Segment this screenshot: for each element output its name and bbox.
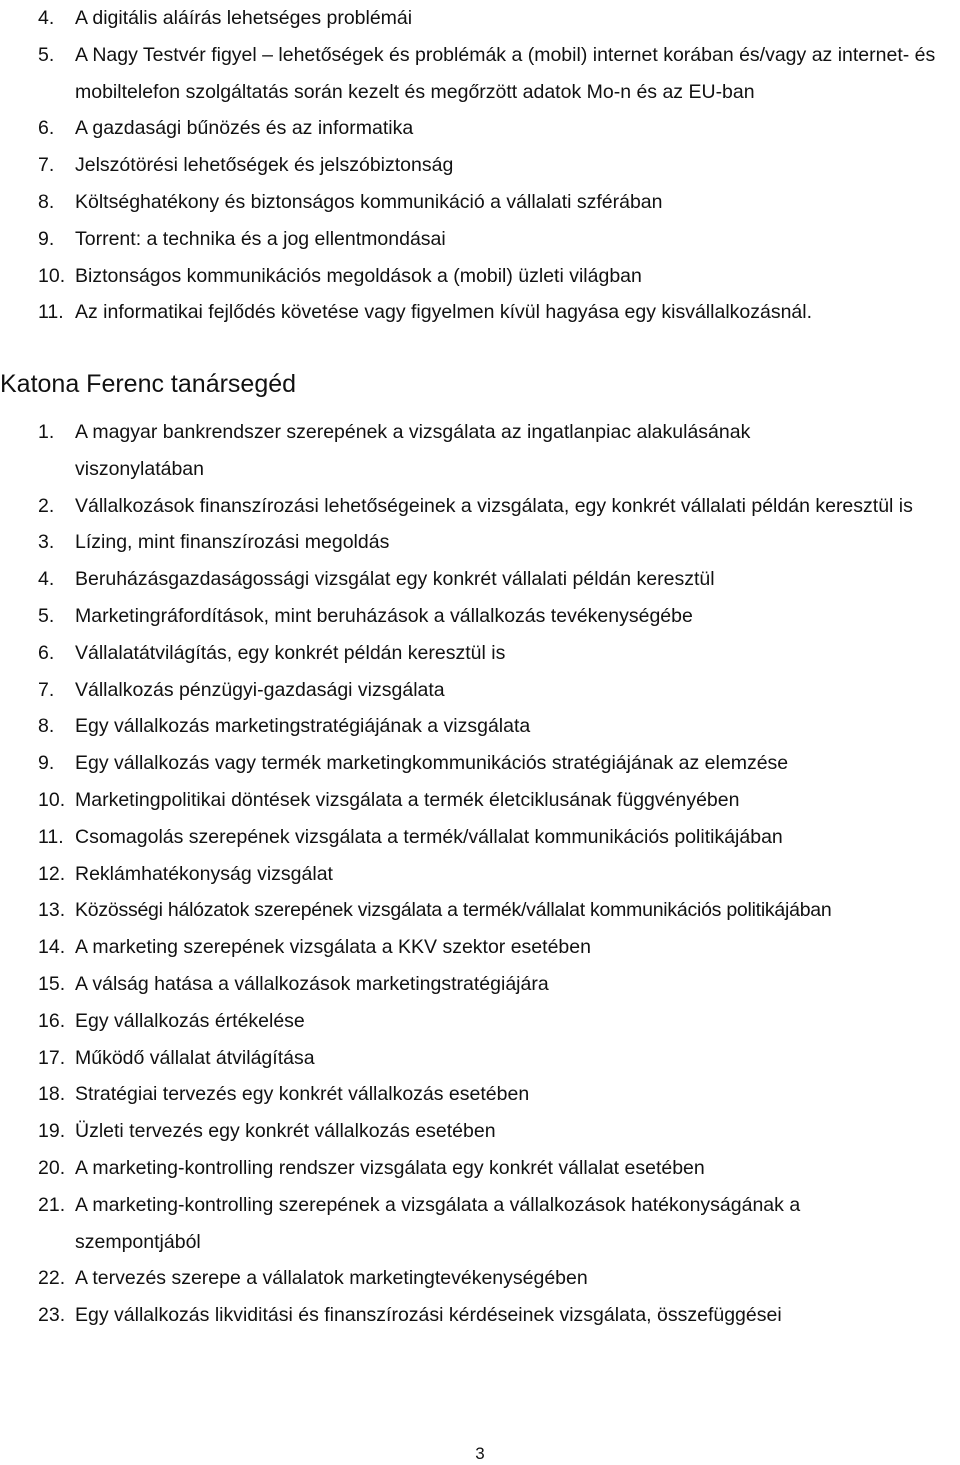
item-number: 12. bbox=[38, 862, 66, 885]
page-number: 3 bbox=[475, 1444, 485, 1463]
item-text: Egy vállalkozás vagy termék marketingkommunikációs stratégiájának az elemzése bbox=[75, 752, 789, 775]
item-text: Jelszótörési lehetőségek és jelszóbiztonság bbox=[75, 154, 454, 177]
item-text: Vállalkozás pénzügyi-gazdasági vizsgálata bbox=[75, 678, 445, 701]
list-item bbox=[0, 1040, 960, 1077]
list-item bbox=[0, 294, 960, 331]
list-item bbox=[0, 1003, 960, 1040]
item-number: 17. bbox=[38, 1046, 66, 1069]
list-item bbox=[0, 184, 960, 221]
item-text: Biztonságos kommunikációs megoldások a (mobil) üzleti világban bbox=[75, 264, 642, 287]
list-item bbox=[0, 745, 960, 782]
list-item bbox=[0, 856, 960, 893]
item-text: Vállalatátvilágítás, egy konkrét példán keresztül is bbox=[75, 641, 506, 664]
item-number: 7. bbox=[38, 154, 55, 177]
item-number: 11. bbox=[38, 825, 64, 848]
item-text: Az informatikai fejlődés követése vagy figyelmen kívül hagyása egy kisvállalkozásnál. bbox=[75, 301, 813, 324]
item-text: Költséghatékony és biztonságos kommunikáció a vállalati szférában bbox=[75, 190, 663, 213]
item-number: 8. bbox=[38, 715, 55, 738]
list-item bbox=[0, 1187, 960, 1261]
list-item bbox=[0, 561, 960, 598]
item-text: Reklámhatékonyság vizsgálat bbox=[75, 862, 333, 885]
list-item bbox=[0, 1260, 960, 1297]
item-text: Egy vállalkozás likviditási és finanszírozási kérdéseinek vizsgálata, összefüggései bbox=[75, 1304, 782, 1327]
item-number: 11. bbox=[38, 301, 64, 324]
item-text: A digitális aláírás lehetséges problémái bbox=[75, 7, 413, 29]
list-item bbox=[0, 488, 960, 525]
item-text: A marketing szerepének vizsgálata a KKV szektor esetében bbox=[75, 936, 591, 959]
item-number: 15. bbox=[38, 972, 66, 995]
list-item bbox=[0, 782, 960, 819]
item-number: 3. bbox=[38, 531, 55, 554]
item-number: 4. bbox=[38, 568, 55, 591]
item-number: 6. bbox=[38, 117, 55, 140]
list-item bbox=[0, 635, 960, 672]
item-text: Egy vállalkozás értékelése bbox=[75, 1009, 305, 1032]
item-text: Vállalkozások finanszírozási lehetőségeinek a vizsgálata, egy konkrét vállalati példán keresztül is bbox=[75, 494, 913, 517]
list-item bbox=[0, 147, 960, 184]
item-text: Marketingpolitikai döntések vizsgálata a termék életciklusának függvényében bbox=[75, 788, 740, 811]
item-text: A tervezés szerepe a vállalatok marketingtevékenységében bbox=[75, 1267, 588, 1290]
item-number: 6. bbox=[38, 641, 55, 664]
item-text: Torrent: a technika és a jog ellentmondásai bbox=[75, 227, 446, 250]
item-number: 22. bbox=[38, 1267, 66, 1290]
item-number: 18. bbox=[38, 1083, 66, 1106]
item-number: 13. bbox=[38, 899, 66, 922]
item-number: 5. bbox=[38, 604, 55, 627]
list-item bbox=[0, 221, 960, 258]
item-number: 7. bbox=[38, 678, 55, 701]
item-number: 16. bbox=[38, 1009, 66, 1032]
item-text: Üzleti tervezés egy konkrét vállalkozás esetében bbox=[75, 1120, 496, 1143]
item-number: 21. bbox=[38, 1193, 66, 1216]
list-item bbox=[0, 1150, 960, 1187]
item-text: A gazdasági bűnözés és az informatika bbox=[75, 117, 414, 140]
item-number: 2. bbox=[38, 494, 55, 517]
item-text: Közösségi hálózatok szerepének vizsgálata a termék/vállalat kommunikációs politikájában bbox=[75, 899, 832, 922]
item-number: 10. bbox=[38, 788, 66, 811]
item-number: 9. bbox=[38, 752, 55, 775]
section-heading: Katona Ferenc tanársegéd bbox=[0, 370, 297, 398]
list-item bbox=[0, 1113, 960, 1150]
item-text: A marketing-kontrolling rendszer vizsgálata egy konkrét vállalat esetében bbox=[75, 1156, 705, 1179]
item-number: 8. bbox=[38, 190, 55, 213]
list-item bbox=[0, 1297, 960, 1334]
item-number: 9. bbox=[38, 227, 55, 250]
item-text: A válság hatása a vállalkozások marketingstratégiájára bbox=[75, 972, 549, 995]
item-text: Egy vállalkozás marketingstratégiájának a vizsgálata bbox=[75, 715, 531, 738]
topic-list-katona bbox=[0, 414, 960, 1334]
item-number: 10. bbox=[38, 264, 66, 287]
list-item bbox=[0, 524, 960, 561]
item-number: 14. bbox=[38, 936, 66, 959]
item-text: Beruházásgazdaságossági vizsgálat egy konkrét vállalati példán keresztül bbox=[75, 568, 715, 591]
list-item bbox=[0, 37, 960, 111]
list-item bbox=[0, 672, 960, 709]
list-item bbox=[0, 0, 960, 37]
list-item bbox=[0, 1076, 960, 1113]
list-item bbox=[0, 258, 960, 295]
list-item bbox=[0, 966, 960, 1003]
topic-list-continued bbox=[0, 0, 960, 331]
item-text: Csomagolás szerepének vizsgálata a termék/vállalat kommunikációs politikájában bbox=[75, 825, 783, 848]
item-number: 19. bbox=[38, 1120, 66, 1143]
item-number: 1. bbox=[38, 421, 55, 443]
item-text: Stratégiai tervezés egy konkrét vállalkozás esetében bbox=[75, 1083, 530, 1106]
list-item bbox=[0, 598, 960, 635]
item-text: A magyar bankrendszer szerepének a vizsgálata az ingatlanpiac alakulásának viszonylatában bbox=[75, 421, 751, 480]
list-item bbox=[0, 892, 960, 929]
list-item bbox=[0, 929, 960, 966]
item-number: 23. bbox=[38, 1304, 66, 1327]
item-text: Lízing, mint finanszírozási megoldás bbox=[75, 531, 390, 554]
item-text: Működő vállalat átvilágítása bbox=[75, 1046, 315, 1069]
item-text: A marketing-kontrolling szerepének a vizsgálata a vállalkozások hatékonyságának a szempontjából bbox=[75, 1193, 801, 1253]
item-number: 4. bbox=[38, 7, 55, 29]
item-number: 5. bbox=[38, 43, 55, 66]
item-text: Marketingráfordítások, mint beruházások a vállalkozás tevékenységébe bbox=[75, 604, 693, 627]
list-item bbox=[0, 110, 960, 147]
list-item bbox=[0, 819, 960, 856]
item-number: 20. bbox=[38, 1156, 66, 1179]
list-item bbox=[0, 708, 960, 745]
item-text: A Nagy Testvér figyel – lehetőségek és problémák a (mobil) internet korában és/vagy az internet- és mobiltelefon szolgáltatás során kezelt és megőrzött adatok Mo-n és az EU-ban bbox=[75, 43, 936, 103]
list-item bbox=[0, 414, 960, 488]
